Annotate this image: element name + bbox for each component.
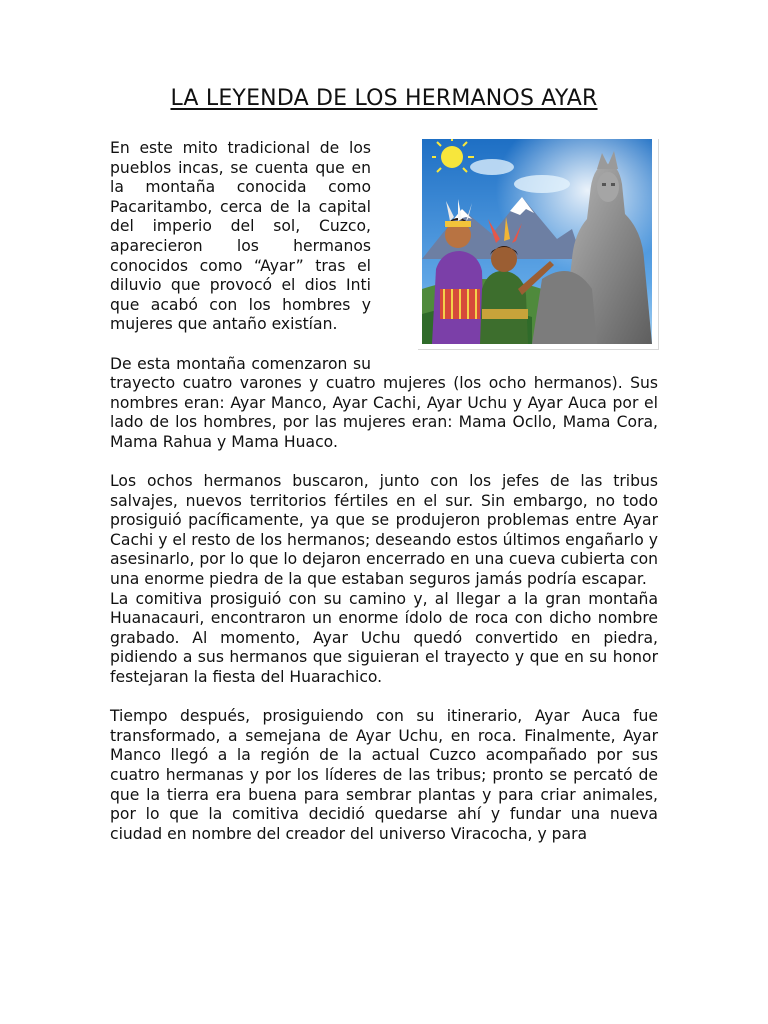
document-body [110,139,658,844]
document-title: LA LEYENDA DE LOS HERMANOS AYAR [170,86,598,111]
paragraph-2: De esta montaña comenzaron su trayecto cuatro varones y cuatro mujeres (los ocho hermanos). Sus nombres eran: Ayar Manco, Ayar Cachi, Ayar Uchu y Ayar Auca por el lado de los hombres, por las mujeres eran: Mama Ocllo, Mama Cora, Mama Rahua y Mama Huaco. [110,354,658,451]
paragraph-4: La comitiva prosiguió con su camino y, al llegar a la gran montaña Huanacauri, encontraron un enorme ídolo de roca con dicho nombre grabado. Al momento, Ayar Uchu quedó convertido en piedra, pidiendo a sus hermanos que siguieran el trayecto y que en su honor festejaran la fiesta del Huarachico. [110,589,658,687]
illustration-graphic [422,139,652,344]
inca-illustration-icon [395,139,658,354]
paragraph-1: En este mito tradicional de los pueblos incas, se cuenta que en la montaña conocida como Pacaritambo, cerca de la capital del imperio del sol, Cuzco, aparecieron los hermanos conocidos como “Ayar” tras el diluvio que provocó el dios Inti que acabó con los hombres y mujeres que antaño existían. [110,139,371,334]
paragraph-3: Los ochos hermanos buscaron, junto con los jefes de las tribus salvajes, nuevos territorios fértiles en el sur. Sin embargo, no todo prosiguió pacíficamente, ya que se produjeron problemas entre Ayar Cachi y el resto de los hermanos; deseando estos últimos engañarlo y asesinarlo, por lo que lo dejaron encerrado en una cueva cubierta con una enorme piedra de la que estaban seguros jamás podría escapar. [110,472,658,589]
paragraph-5: Tiempo después, prosiguiendo con su itinerario, Ayar Auca fue transformado, a semejana de Ayar Uchu, en roca. Finalmente, Ayar Manco llegó a la región de la actual Cuzco acompañado por sus cuatro hermanas y por los líderes de las tribus; pronto se percató de que la tierra era buena para sembrar plantas y para criar animales, por lo que la comitiva decidió quedarse ahí y fundar una nueva ciudad en nombre del creador del universo Viracocha, y para [110,707,658,843]
